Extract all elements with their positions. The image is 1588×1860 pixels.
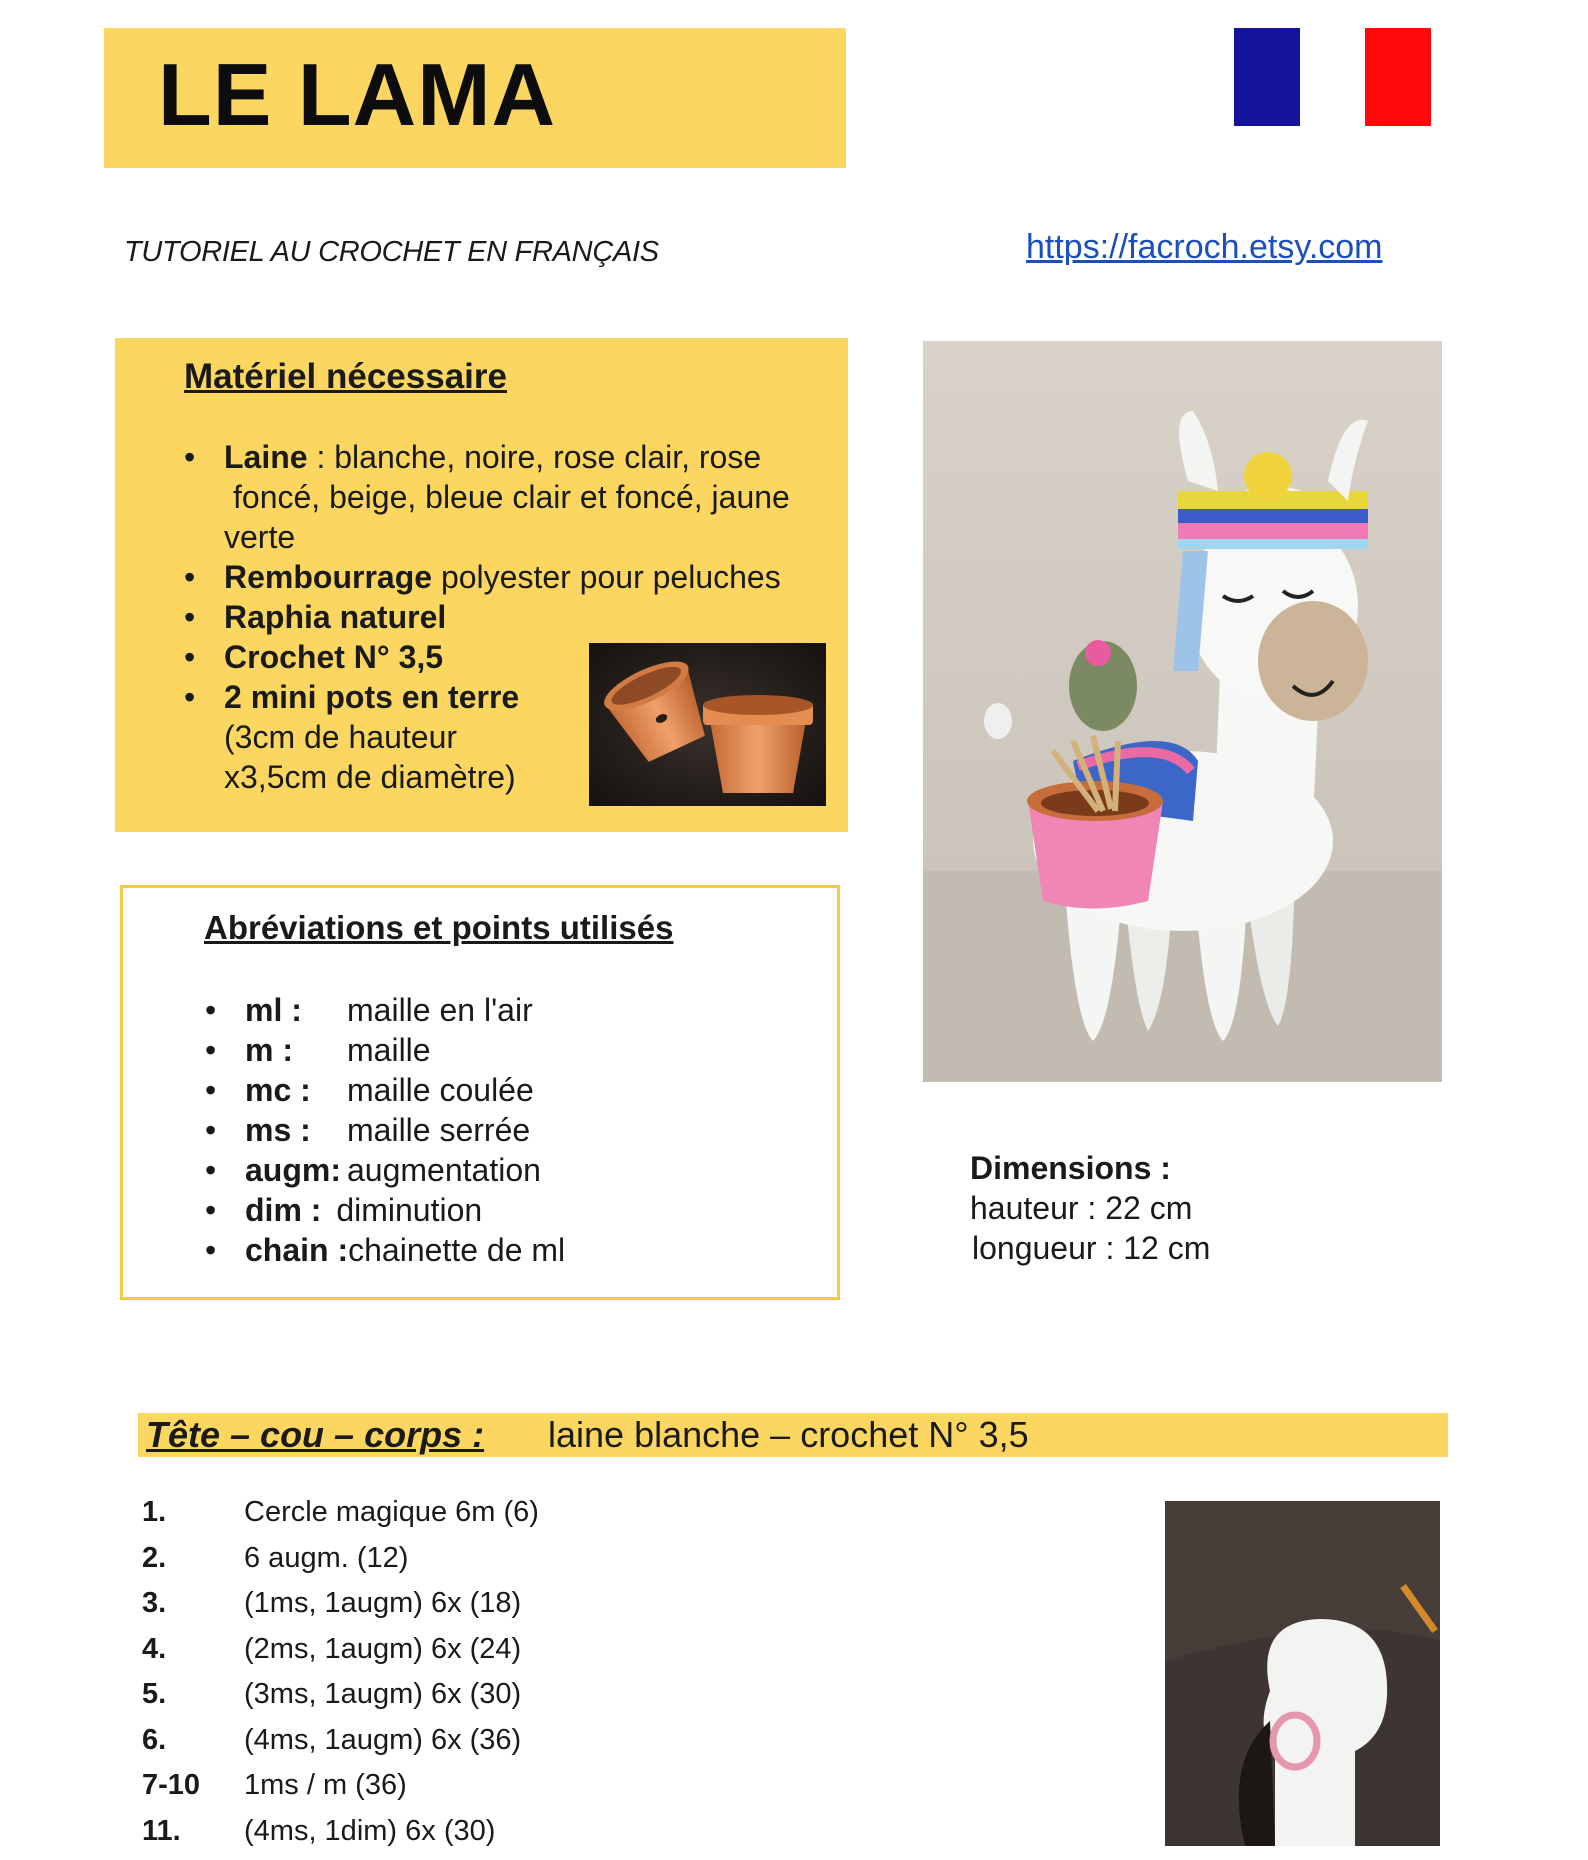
list-item: • dim : diminution	[205, 1190, 805, 1230]
section-detail: laine blanche – crochet N° 3,5	[548, 1414, 1029, 1456]
list-item: 11. (4ms, 1dim) 6x (30)	[142, 1815, 842, 1860]
list-item: • Crochet N° 3,5	[184, 637, 844, 677]
steps-list	[142, 1496, 842, 1860]
list-item: • ms : maille serrée	[205, 1110, 805, 1150]
list-item: • augm: augmentation	[205, 1150, 805, 1190]
list-item: • m : maille	[205, 1030, 805, 1070]
french-flag-red-band	[1365, 28, 1431, 126]
dimensions-heading: Dimensions :	[970, 1150, 1171, 1187]
abbreviations-heading: Abréviations et points utilisés	[204, 909, 673, 947]
subtitle: TUTORIEL AU CROCHET EN FRANÇAIS	[124, 236, 659, 269]
list-item: • mc : maille coulée	[205, 1070, 805, 1110]
list-item: • Raphia naturel	[184, 597, 844, 637]
page-title: LE LAMA	[158, 44, 556, 146]
section-heading: Tête – cou – corps :	[146, 1414, 484, 1456]
llama-amigurumi-photo	[923, 341, 1442, 1082]
list-item: • ml : maille en l'air	[205, 990, 805, 1030]
crochet-head-photo	[1165, 1501, 1440, 1846]
list-item: 6. (4ms, 1augm) 6x (36)	[142, 1724, 842, 1770]
list-item: • 2 mini pots en terre (3cm de hauteur x3,5cm de diamètre)	[184, 677, 844, 797]
list-item: • Laine : blanche, noire, rose clair, rose foncé, beige, bleue clair et foncé, jaune verte	[184, 437, 844, 557]
clay-pots-photo	[589, 643, 826, 806]
abbreviations-list	[205, 990, 805, 1270]
list-item: 2. 6 augm. (12)	[142, 1542, 842, 1588]
dimensions-height: hauteur : 22 cm	[970, 1190, 1192, 1227]
dimensions-length: longueur : 12 cm	[972, 1230, 1210, 1267]
list-item: 7-10 1ms / m (36)	[142, 1769, 842, 1815]
list-item: 3. (1ms, 1augm) 6x (18)	[142, 1587, 842, 1633]
list-item: • chain :chainette de ml	[205, 1230, 805, 1270]
list-item: 4. (2ms, 1augm) 6x (24)	[142, 1633, 842, 1679]
french-flag-blue-band	[1234, 28, 1300, 126]
list-item: 5. (3ms, 1augm) 6x (30)	[142, 1678, 842, 1724]
list-item: 1. Cercle magique 6m (6)	[142, 1496, 842, 1542]
materials-heading: Matériel nécessaire	[184, 357, 507, 397]
list-item: • Rembourrage polyester pour peluches	[184, 557, 844, 597]
etsy-shop-link[interactable]: https://facroch.etsy.com	[1026, 228, 1383, 267]
